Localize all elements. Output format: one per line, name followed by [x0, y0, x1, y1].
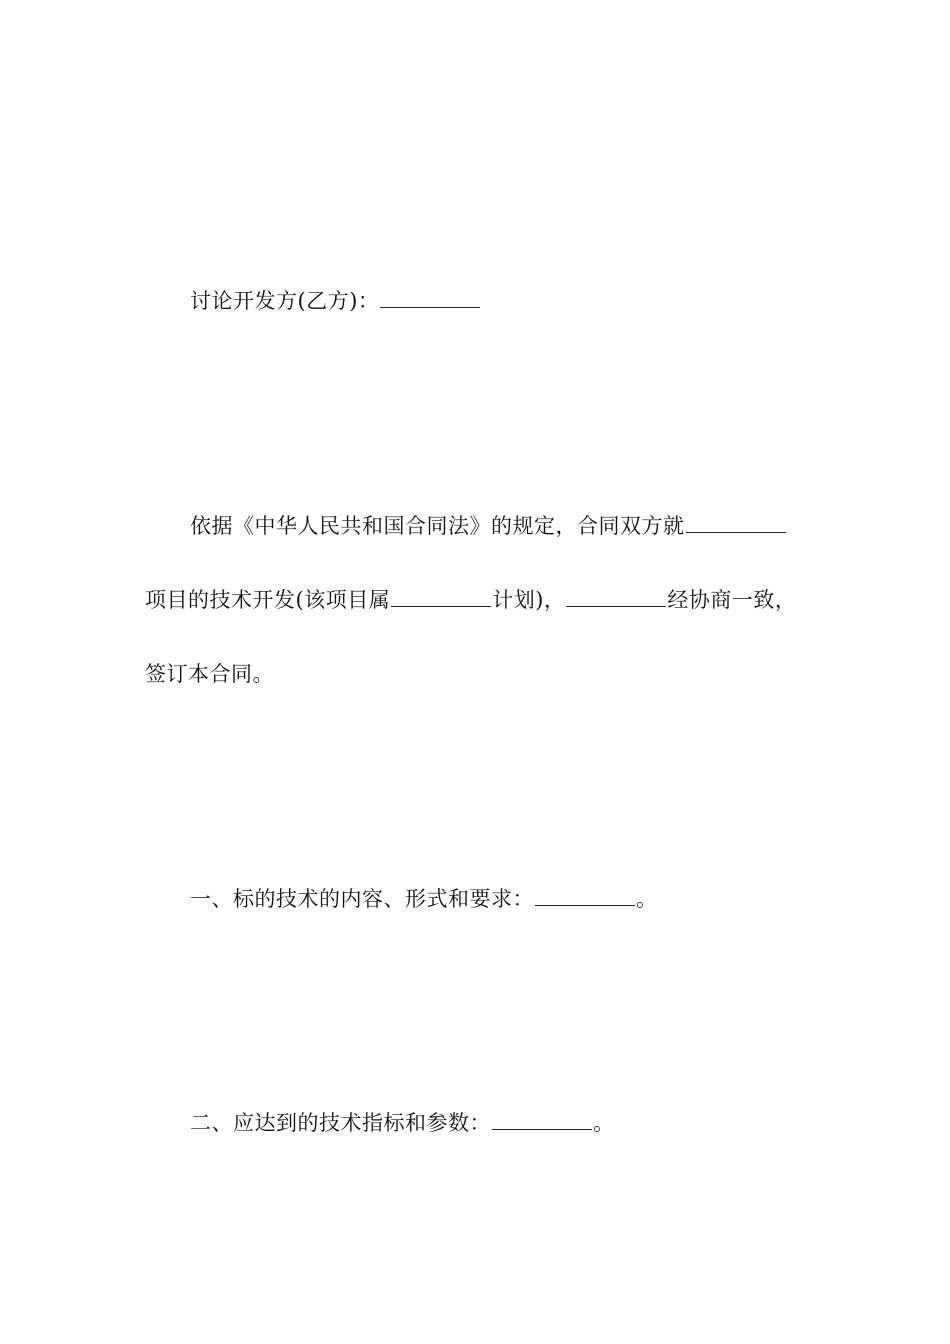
party-b-label: 讨论开发方(乙方)： [190, 289, 380, 313]
clause-1 [190, 884, 658, 914]
plan-name-blank [391, 586, 491, 607]
project-name-blank [686, 512, 786, 533]
preamble-line-3 [145, 659, 274, 689]
clause-1-text: 一、标的技术的内容、形式和要求： [190, 887, 534, 911]
preamble-line-2 [145, 585, 796, 615]
clause-2 [190, 1108, 615, 1138]
clause-2-blank [492, 1109, 592, 1130]
clause-2-end: 。 [593, 1111, 615, 1135]
clause-1-blank [535, 885, 635, 906]
preamble-text-5: 签订本合同。 [145, 662, 274, 686]
preamble-text-2: 项目的技术开发(该项目属 [145, 588, 391, 612]
party-b-line [190, 286, 481, 316]
party-b-blank [380, 287, 480, 308]
clause-1-end: 。 [636, 887, 658, 911]
preamble-line-1 [190, 511, 787, 541]
preamble-text-1: 依据《中华人民共和国合同法》的规定，合同双方就 [190, 514, 685, 538]
preamble-text-3: 计划)， [492, 588, 566, 612]
party-blank [566, 586, 666, 607]
preamble-text-4: 经协商一致， [667, 588, 797, 612]
clause-2-text: 二、应达到的技术指标和参数： [190, 1111, 491, 1135]
